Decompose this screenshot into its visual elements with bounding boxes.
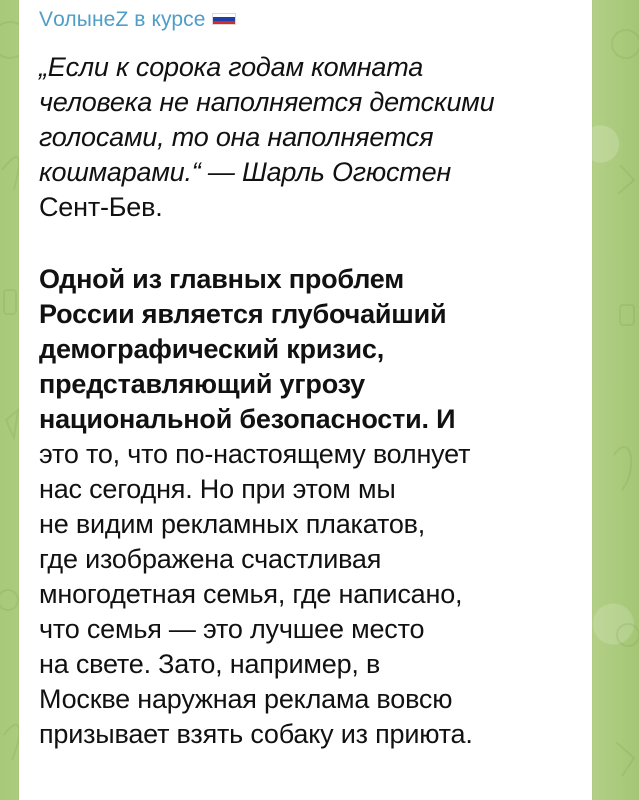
paragraph-line: представляющий угрозу <box>39 369 365 399</box>
channel-header <box>39 8 572 32</box>
message-bubble <box>19 0 592 800</box>
main-paragraph <box>39 262 554 752</box>
paragraph-line: это то, что по-настоящему волнует <box>39 439 471 469</box>
paragraph-line: демографический кризис, <box>39 334 384 364</box>
quote-line: Сент-Бев. <box>39 192 163 222</box>
channel-name[interactable]: VолынеZ в курсе <box>39 8 206 31</box>
paragraph-line: на свете. Зато, например, в <box>39 649 381 679</box>
paragraph-line: не видим рекламных плакатов, <box>39 509 426 539</box>
russia-flag-icon <box>212 13 236 25</box>
quote-line: кошмарами.“ — Шарль Огюстен <box>39 157 452 187</box>
paragraph-line: многодетная семья, где написано, <box>39 579 463 609</box>
paragraph-line: Москве наружная реклама вовсю <box>39 684 453 714</box>
paragraph-line: России является глубочайший <box>39 299 447 329</box>
paragraph-line: что семья — это лучшее место <box>39 614 425 644</box>
quote-line: „Если к сорока годам комната <box>39 52 424 82</box>
quote-block <box>39 50 554 225</box>
paragraph-line: призывает взять собаку из приюта. <box>39 719 473 749</box>
paragraph-line: Одной из главных проблем <box>39 264 405 294</box>
post-body <box>39 50 554 752</box>
quote-line: человека не наполняется детскими <box>39 87 495 117</box>
paragraph-line: где изображена счастливая <box>39 544 382 574</box>
paragraph-line: нас сегодня. Но при этом мы <box>39 474 396 504</box>
quote-line: голосами, то она наполняется <box>39 122 434 152</box>
paragraph-line: национальной безопасности. И <box>39 404 456 434</box>
